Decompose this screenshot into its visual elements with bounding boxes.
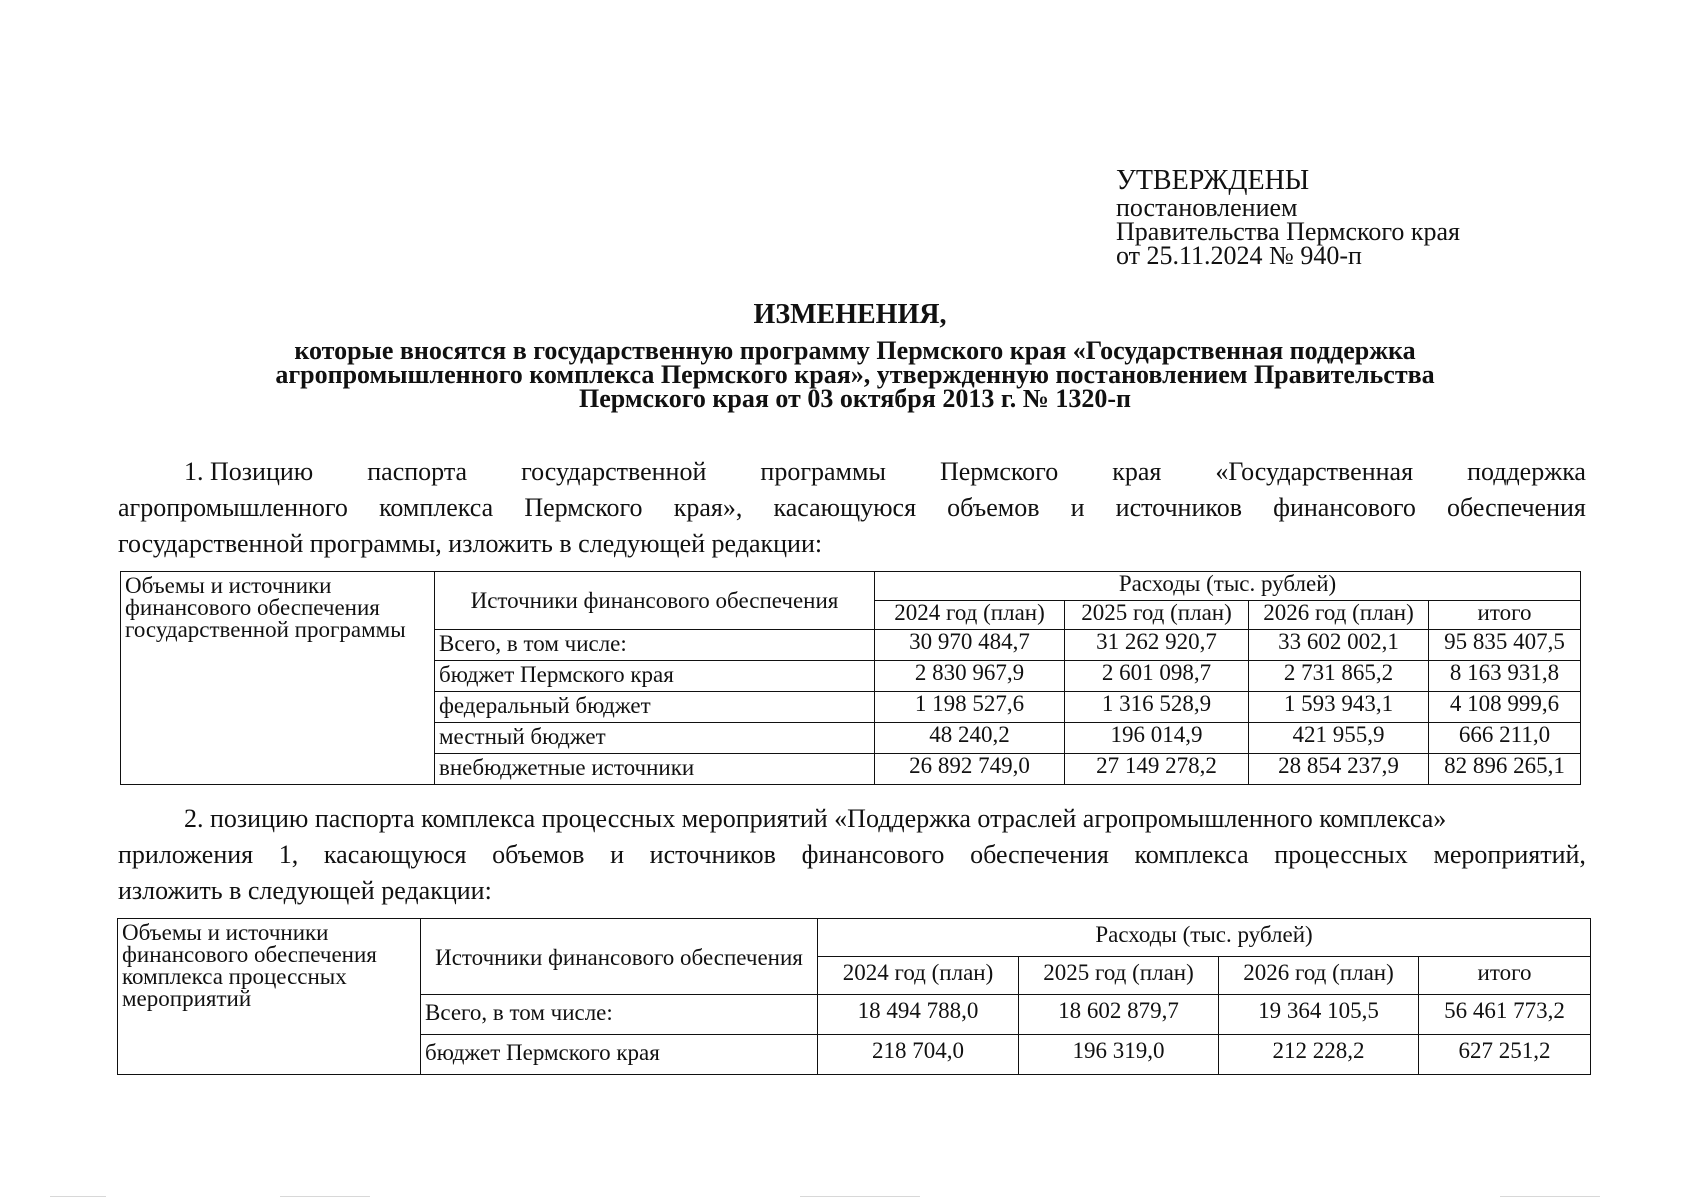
expenses-header: Расходы (тыс. рублей) xyxy=(875,572,1581,601)
sources-header: Источники финансового обеспечения xyxy=(435,572,875,630)
word: мероприятий, xyxy=(1433,840,1586,869)
word: Пермского xyxy=(524,493,643,522)
source-cell: федеральный бюджет xyxy=(435,692,875,723)
word: поддержка xyxy=(1467,457,1586,486)
word: 1. Позицию xyxy=(184,457,314,486)
word: финансового xyxy=(801,840,945,869)
year-header: 2024 год (план) xyxy=(875,601,1065,630)
value-cell: 2 830 967,9 xyxy=(875,661,1065,692)
word: края xyxy=(1112,457,1162,486)
word: 1, xyxy=(278,840,299,869)
value-cell: 18 494 788,0 xyxy=(818,995,1019,1035)
word: агропромышленного xyxy=(118,493,348,522)
subtitle-line: агропромышленного комплекса Пермского края», утвержденную постановлением Правительства xyxy=(275,360,1435,389)
sources-header: Источники финансового обеспечения xyxy=(421,919,818,995)
table-header-row xyxy=(121,572,1581,601)
document-subtitle xyxy=(210,336,1500,413)
word: Пермского xyxy=(939,457,1059,486)
word: приложения xyxy=(118,840,254,869)
total-header: итого xyxy=(1419,957,1591,995)
approval-line: Правительства Пермского края xyxy=(1116,217,1460,246)
year-header: 2024 год (план) xyxy=(818,957,1019,995)
source-cell: местный бюджет xyxy=(435,723,875,754)
value-cell: 196 319,0 xyxy=(1019,1035,1219,1075)
value-cell: 18 602 879,7 xyxy=(1019,995,1219,1035)
value-cell: 1 198 527,6 xyxy=(875,692,1065,723)
subtitle-line: которые вносятся в государственную программу Пермского края «Государственная поддержка xyxy=(294,336,1416,365)
word: комплекса xyxy=(1134,840,1249,869)
word: и xyxy=(610,840,624,869)
document-title: ИЗМЕНЕНИЯ, xyxy=(753,299,947,330)
word: источников xyxy=(649,840,776,869)
word: источников xyxy=(1115,493,1242,522)
total-cell: 4 108 999,6 xyxy=(1429,692,1581,723)
year-header: 2025 год (план) xyxy=(1065,601,1249,630)
year-header: 2025 год (план) xyxy=(1019,957,1219,995)
word: касающуюся xyxy=(773,493,917,522)
approval-line: от 25.11.2024 № 940-п xyxy=(1116,241,1362,270)
value-cell: 218 704,0 xyxy=(818,1035,1019,1075)
table-row-label: Объемы и источники финансового обеспечения государственной программы xyxy=(121,572,435,785)
scan-artifact xyxy=(50,1196,106,1197)
total-cell: 8 163 931,8 xyxy=(1429,661,1581,692)
total-cell: 56 461 773,2 xyxy=(1419,995,1591,1035)
value-cell: 30 970 484,7 xyxy=(875,630,1065,661)
paragraph-2 xyxy=(118,801,1586,909)
word: и xyxy=(1070,493,1085,522)
total-header: итого xyxy=(1429,601,1581,630)
word: касающуюся xyxy=(323,840,467,869)
value-cell: 2 731 865,2 xyxy=(1249,661,1429,692)
value-cell: 31 262 920,7 xyxy=(1065,630,1249,661)
value-cell: 19 364 105,5 xyxy=(1219,995,1419,1035)
source-cell: Всего, в том числе: xyxy=(421,995,818,1035)
value-cell: 212 228,2 xyxy=(1219,1035,1419,1075)
value-cell: 196 014,9 xyxy=(1065,723,1249,754)
paragraph-line: государственной программы, изложить в следующей редакции: xyxy=(118,529,823,558)
word: финансового xyxy=(1273,493,1416,522)
word: «Государственная xyxy=(1215,457,1414,486)
word: программы xyxy=(760,457,886,486)
scan-artifact xyxy=(280,1196,370,1197)
value-cell: 28 854 237,9 xyxy=(1249,754,1429,785)
approval-line: постановлением xyxy=(1116,193,1298,222)
total-cell: 82 896 265,1 xyxy=(1429,754,1581,785)
value-cell: 48 240,2 xyxy=(875,723,1065,754)
financing-table-program xyxy=(120,571,1581,785)
value-cell: 421 955,9 xyxy=(1249,723,1429,754)
source-cell: бюджет Пермского края xyxy=(421,1035,818,1075)
word: края», xyxy=(673,493,743,522)
financing-table-complex xyxy=(117,918,1591,1075)
approval-title: УТВЕРЖДЕНЫ xyxy=(1116,165,1310,196)
scan-artifact xyxy=(1500,1196,1600,1197)
table-header-row xyxy=(118,919,1591,957)
subtitle-line: Пермского края от 03 октября 2013 г. № 1320-п xyxy=(579,384,1131,413)
total-cell: 95 835 407,5 xyxy=(1429,630,1581,661)
year-header: 2026 год (план) xyxy=(1249,601,1429,630)
year-header: 2026 год (план) xyxy=(1219,957,1419,995)
expenses-header: Расходы (тыс. рублей) xyxy=(818,919,1591,957)
paragraph-line: 2. позицию паспорта комплекса процессных мероприятий «Поддержка отраслей агропромышленного комплекса» xyxy=(184,804,1447,833)
paragraph-line xyxy=(118,454,1586,490)
word: объемов xyxy=(947,493,1040,522)
value-cell: 33 602 002,1 xyxy=(1249,630,1429,661)
paragraph-1 xyxy=(118,454,1586,562)
source-cell: бюджет Пермского края xyxy=(435,661,875,692)
total-cell: 666 211,0 xyxy=(1429,723,1581,754)
value-cell: 2 601 098,7 xyxy=(1065,661,1249,692)
word: обеспечения xyxy=(1447,493,1586,522)
word: обеспечения xyxy=(970,840,1109,869)
word: паспорта xyxy=(367,457,468,486)
source-cell: Всего, в том числе: xyxy=(435,630,875,661)
value-cell: 1 593 943,1 xyxy=(1249,692,1429,723)
value-cell: 26 892 749,0 xyxy=(875,754,1065,785)
word: объемов xyxy=(492,840,585,869)
approval-stamp xyxy=(1116,166,1460,268)
source-cell: внебюджетные источники xyxy=(435,754,875,785)
table-row-label: Объемы и источники финансового обеспечения комплекса процессных мероприятий xyxy=(118,919,421,1075)
word: государственной xyxy=(521,457,707,486)
value-cell: 27 149 278,2 xyxy=(1065,754,1249,785)
total-cell: 627 251,2 xyxy=(1419,1035,1591,1075)
word: комплекса xyxy=(379,493,494,522)
value-cell: 1 316 528,9 xyxy=(1065,692,1249,723)
word: процессных xyxy=(1274,840,1408,869)
paragraph-line xyxy=(118,837,1586,873)
paragraph-line: изложить в следующей редакции: xyxy=(118,876,492,905)
paragraph-line xyxy=(118,490,1586,526)
scan-artifact xyxy=(800,1196,920,1197)
